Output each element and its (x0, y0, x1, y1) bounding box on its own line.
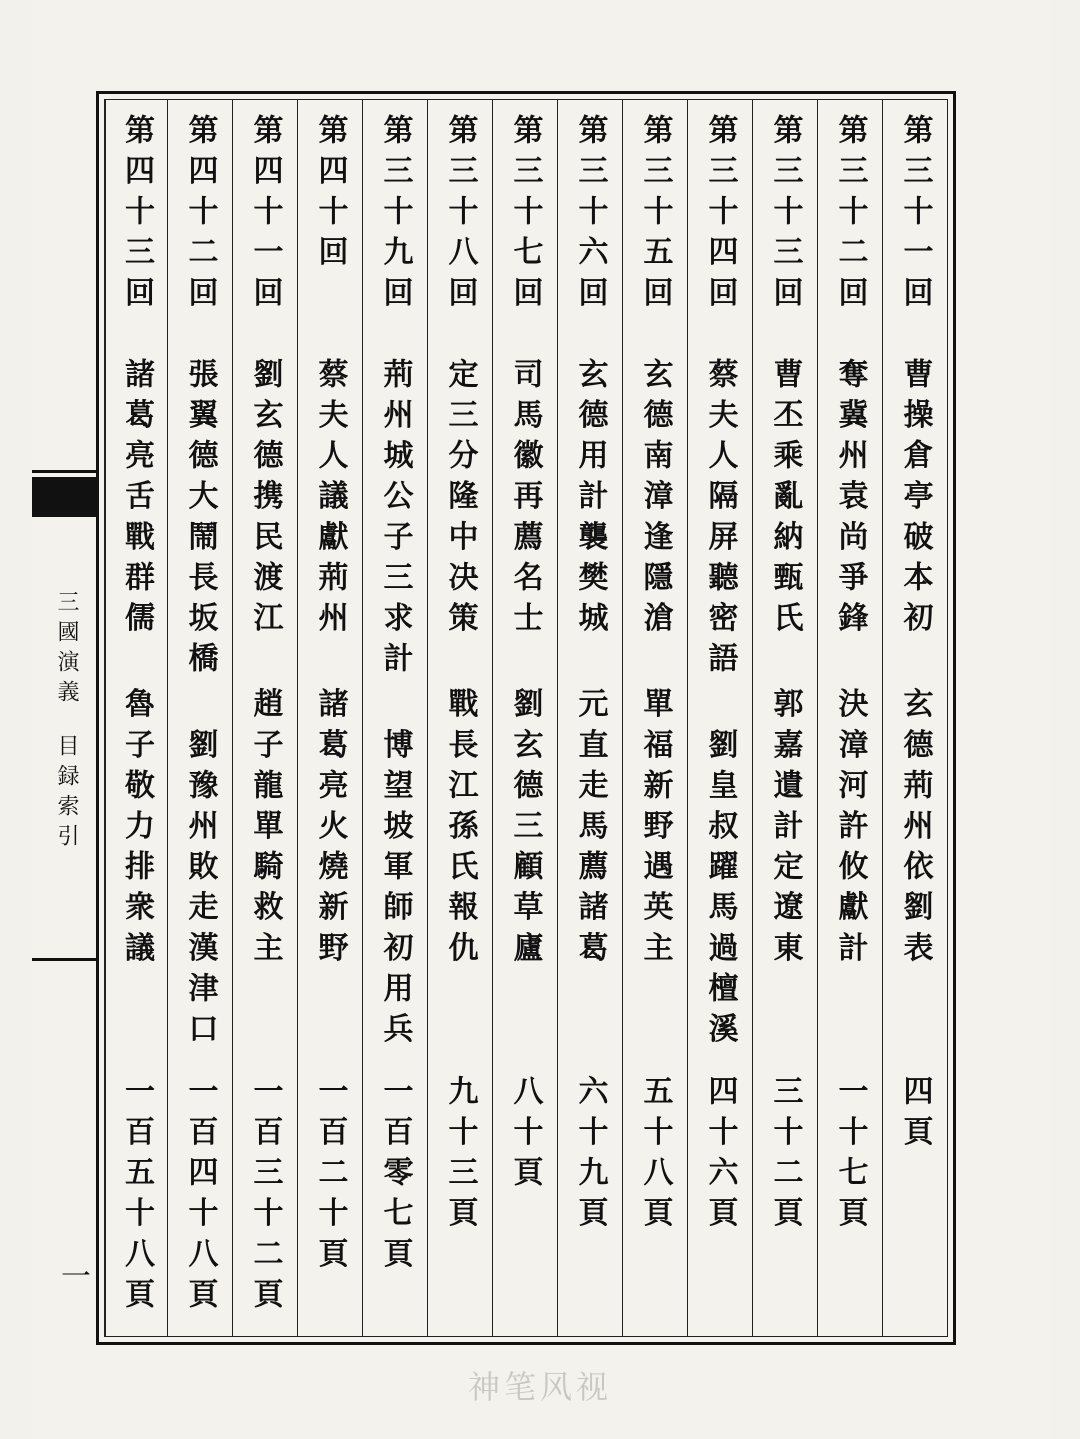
contents-table (104, 99, 948, 1337)
page-reference: 六十九頁 (572, 1075, 608, 1238)
page-reference: 四頁 (897, 1075, 933, 1157)
spine-title: 三國演義 (54, 590, 79, 710)
chapter-number: 第四十二回 (182, 114, 218, 317)
chapter-number: 第三十七回 (507, 114, 543, 317)
page-reference: 八十頁 (507, 1075, 543, 1197)
chapter-title: 劉玄德携民渡江 趙子龍單騎救主 (247, 358, 283, 972)
page-reference: 一百四十八頁 (182, 1075, 218, 1319)
page-reference: 三十二頁 (767, 1075, 803, 1238)
chapter-number: 第三十三回 (767, 114, 803, 317)
chapter-title: 玄德南漳逢隱滄 單福新野遇英主 (637, 358, 673, 972)
page-reference: 一百三十二頁 (247, 1075, 283, 1319)
tab-marker (32, 477, 96, 517)
toc-entry (362, 100, 427, 1336)
chapter-title: 曹操倉亭破本初 玄德荊州依劉表 (897, 358, 933, 972)
toc-entry (557, 100, 622, 1336)
chapter-number: 第三十五回 (637, 114, 673, 317)
leaf-number: 一 (55, 1260, 90, 1290)
toc-entry (297, 100, 362, 1336)
chapter-title: 曹丕乘亂納甄氏 郭嘉遺計定遼東 (767, 358, 803, 972)
chapter-title: 張翼德大鬧長坂橋 劉豫州敗走漢津口 (182, 358, 218, 1054)
toc-entry (427, 100, 492, 1336)
toc-entry (232, 100, 297, 1336)
toc-entry (752, 100, 817, 1336)
chapter-title: 荊州城公子三求計 博望坡軍師初用兵 (377, 358, 413, 1054)
chapter-number: 第四十一回 (247, 114, 283, 317)
tab-rule-top (32, 470, 96, 473)
toc-entry (882, 100, 947, 1336)
toc-entry (492, 100, 557, 1336)
contents-frame (96, 91, 956, 1345)
chapter-title: 定三分隆中决策 戰長江孫氏報仇 (442, 358, 478, 972)
chapter-number: 第三十九回 (377, 114, 413, 317)
toc-entry (105, 100, 167, 1336)
page-reference: 一百零七頁 (377, 1075, 413, 1278)
chapter-number: 第四十三回 (119, 114, 154, 317)
page-reference: 一十七頁 (832, 1075, 868, 1238)
chapter-title: 蔡夫人隔屏聽密語 劉皇叔躍馬過檀溪 (702, 358, 738, 1054)
chapter-title: 蔡夫人議獻荊州 諸葛亮火燒新野 (312, 358, 348, 972)
watermark: 神笔风视 (467, 1368, 612, 1406)
tab-rule-bottom (32, 958, 96, 961)
page-reference: 九十三頁 (442, 1075, 478, 1238)
spine-section: 目録索引 (54, 734, 79, 854)
chapter-number: 第三十四回 (702, 114, 738, 317)
chapter-title: 奪冀州袁尚爭鋒 決漳河許攸獻計 (832, 358, 868, 972)
chapter-number: 第三十一回 (897, 114, 933, 317)
toc-entry (622, 100, 687, 1336)
spine-label (44, 590, 88, 854)
chapter-title: 諸葛亮舌戰群儒 魯子敬力排衆議 (119, 358, 154, 972)
chapter-title: 司馬徽再薦名士 劉玄德三顧草廬 (507, 358, 543, 972)
toc-entry (167, 100, 232, 1336)
page-reference: 一百五十八頁 (119, 1075, 154, 1319)
toc-entry (817, 100, 882, 1336)
page-reference: 四十六頁 (702, 1075, 738, 1238)
chapter-number: 第四十回 (312, 114, 348, 277)
chapter-number: 第三十二回 (832, 114, 868, 317)
page-reference: 一百二十頁 (312, 1075, 348, 1278)
chapter-number: 第三十六回 (572, 114, 608, 317)
page-reference: 五十八頁 (637, 1075, 673, 1238)
toc-entry (687, 100, 752, 1336)
chapter-title: 玄德用計襲樊城 元直走馬薦諸葛 (572, 358, 608, 972)
chapter-number: 第三十八回 (442, 114, 478, 317)
